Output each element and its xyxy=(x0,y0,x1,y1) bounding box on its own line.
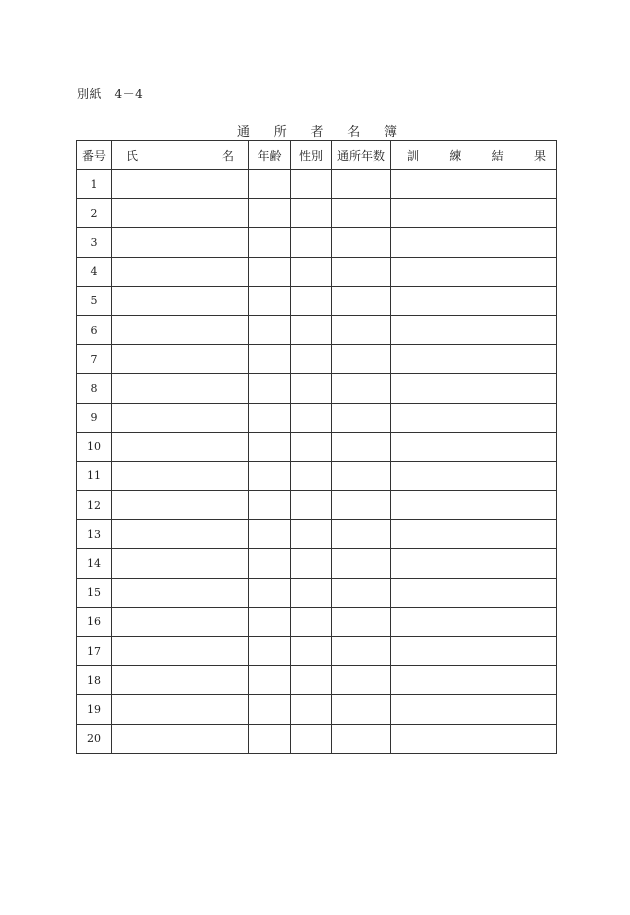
row-number: 14 xyxy=(77,549,112,578)
row-number: 6 xyxy=(77,315,112,344)
table-row xyxy=(77,257,557,286)
result-cell[interactable] xyxy=(391,403,557,432)
result-cell[interactable] xyxy=(391,666,557,695)
sex-cell[interactable] xyxy=(291,520,332,549)
name-cell[interactable] xyxy=(112,170,249,199)
table-row xyxy=(77,578,557,607)
table-row xyxy=(77,228,557,257)
row-number: 18 xyxy=(77,666,112,695)
header-name-char: 氏 xyxy=(126,148,139,163)
table-row xyxy=(77,549,557,578)
sex-cell[interactable] xyxy=(291,315,332,344)
roster-body xyxy=(77,170,557,754)
sex-cell[interactable] xyxy=(291,199,332,228)
sex-cell[interactable] xyxy=(291,170,332,199)
roster-table xyxy=(76,140,557,754)
result-cell[interactable] xyxy=(391,286,557,315)
age-cell[interactable] xyxy=(249,257,291,286)
result-cell[interactable] xyxy=(391,724,557,753)
result-cell[interactable] xyxy=(391,345,557,374)
years-cell[interactable] xyxy=(332,549,391,578)
table-row xyxy=(77,461,557,490)
years-cell[interactable] xyxy=(332,374,391,403)
title-char: 所 xyxy=(273,125,287,140)
age-cell[interactable] xyxy=(249,695,291,724)
header-result xyxy=(391,141,557,170)
age-cell[interactable] xyxy=(249,432,291,461)
result-cell[interactable] xyxy=(391,491,557,520)
result-cell[interactable] xyxy=(391,520,557,549)
row-number: 12 xyxy=(77,491,112,520)
name-cell[interactable] xyxy=(112,374,249,403)
years-cell[interactable] xyxy=(332,286,391,315)
sex-cell[interactable] xyxy=(291,578,332,607)
table-row xyxy=(77,374,557,403)
name-cell[interactable] xyxy=(112,578,249,607)
age-cell[interactable] xyxy=(249,637,291,666)
result-cell[interactable] xyxy=(391,637,557,666)
row-number: 15 xyxy=(77,578,112,607)
table-row xyxy=(77,724,557,753)
table-row xyxy=(77,491,557,520)
result-cell[interactable] xyxy=(391,578,557,607)
result-cell[interactable] xyxy=(391,170,557,199)
table-row xyxy=(77,199,557,228)
years-cell[interactable] xyxy=(332,199,391,228)
age-cell[interactable] xyxy=(249,549,291,578)
name-cell[interactable] xyxy=(112,637,249,666)
row-number: 5 xyxy=(77,286,112,315)
sex-cell[interactable] xyxy=(291,403,332,432)
table-row xyxy=(77,286,557,315)
table-row xyxy=(77,666,557,695)
sex-cell[interactable] xyxy=(291,695,332,724)
age-cell[interactable] xyxy=(249,199,291,228)
row-number: 4 xyxy=(77,257,112,286)
table-row xyxy=(77,520,557,549)
header-sex: 性別 xyxy=(291,141,332,170)
name-cell[interactable] xyxy=(112,199,249,228)
sex-cell[interactable] xyxy=(291,345,332,374)
result-cell[interactable] xyxy=(391,432,557,461)
header-result-char: 訓 xyxy=(407,148,420,163)
age-cell[interactable] xyxy=(249,520,291,549)
result-cell[interactable] xyxy=(391,315,557,344)
name-cell[interactable] xyxy=(112,228,249,257)
age-cell[interactable] xyxy=(249,374,291,403)
age-cell[interactable] xyxy=(249,345,291,374)
years-cell[interactable] xyxy=(332,345,391,374)
header-row xyxy=(77,141,557,170)
sex-cell[interactable] xyxy=(291,637,332,666)
title-char: 名 xyxy=(347,125,361,140)
row-number: 13 xyxy=(77,520,112,549)
years-cell[interactable] xyxy=(332,637,391,666)
name-cell[interactable] xyxy=(112,695,249,724)
result-cell[interactable] xyxy=(391,199,557,228)
age-cell[interactable] xyxy=(249,403,291,432)
name-cell[interactable] xyxy=(112,666,249,695)
name-cell[interactable] xyxy=(112,549,249,578)
table-row xyxy=(77,637,557,666)
name-cell[interactable] xyxy=(112,286,249,315)
years-cell[interactable] xyxy=(332,257,391,286)
header-name xyxy=(112,141,249,170)
table-row xyxy=(77,432,557,461)
age-cell[interactable] xyxy=(249,666,291,695)
result-cell[interactable] xyxy=(391,549,557,578)
title-char: 通 xyxy=(237,125,251,140)
age-cell[interactable] xyxy=(249,286,291,315)
table-row xyxy=(77,170,557,199)
document-label: 別紙 4－4 xyxy=(77,87,144,101)
table-row xyxy=(77,315,557,344)
row-number: 1 xyxy=(77,170,112,199)
row-number: 17 xyxy=(77,637,112,666)
row-number: 9 xyxy=(77,403,112,432)
name-cell[interactable] xyxy=(112,345,249,374)
row-number: 20 xyxy=(77,724,112,753)
years-cell[interactable] xyxy=(332,432,391,461)
title-char: 簿 xyxy=(383,125,397,140)
title-char: 者 xyxy=(310,125,324,140)
years-cell[interactable] xyxy=(332,666,391,695)
name-cell[interactable] xyxy=(112,724,249,753)
years-cell[interactable] xyxy=(332,491,391,520)
years-cell[interactable] xyxy=(332,403,391,432)
header-result-char: 結 xyxy=(491,148,504,163)
years-cell[interactable] xyxy=(332,228,391,257)
years-cell[interactable] xyxy=(332,578,391,607)
name-cell[interactable] xyxy=(112,520,249,549)
name-cell[interactable] xyxy=(112,432,249,461)
sex-cell[interactable] xyxy=(291,607,332,636)
row-number: 11 xyxy=(77,461,112,490)
table-row xyxy=(77,695,557,724)
header-age: 年齢 xyxy=(249,141,291,170)
sex-cell[interactable] xyxy=(291,549,332,578)
result-cell[interactable] xyxy=(391,257,557,286)
sex-cell[interactable] xyxy=(291,286,332,315)
years-cell[interactable] xyxy=(332,520,391,549)
name-cell[interactable] xyxy=(112,461,249,490)
age-cell[interactable] xyxy=(249,607,291,636)
name-cell[interactable] xyxy=(112,607,249,636)
row-number: 2 xyxy=(77,199,112,228)
sex-cell[interactable] xyxy=(291,374,332,403)
age-cell[interactable] xyxy=(249,578,291,607)
sex-cell[interactable] xyxy=(291,228,332,257)
result-cell[interactable] xyxy=(391,461,557,490)
sex-cell[interactable] xyxy=(291,724,332,753)
sex-cell[interactable] xyxy=(291,257,332,286)
row-number: 19 xyxy=(77,695,112,724)
years-cell[interactable] xyxy=(332,607,391,636)
name-cell[interactable] xyxy=(112,491,249,520)
result-cell[interactable] xyxy=(391,607,557,636)
age-cell[interactable] xyxy=(249,724,291,753)
table-row xyxy=(77,607,557,636)
name-cell[interactable] xyxy=(112,315,249,344)
years-cell[interactable] xyxy=(332,315,391,344)
row-number: 10 xyxy=(77,432,112,461)
row-number: 8 xyxy=(77,374,112,403)
name-cell[interactable] xyxy=(112,257,249,286)
years-cell[interactable] xyxy=(332,695,391,724)
sex-cell[interactable] xyxy=(291,491,332,520)
header-name-char: 名 xyxy=(221,148,234,163)
years-cell[interactable] xyxy=(332,724,391,753)
result-cell[interactable] xyxy=(391,374,557,403)
name-cell[interactable] xyxy=(112,403,249,432)
age-cell[interactable] xyxy=(249,491,291,520)
age-cell[interactable] xyxy=(249,315,291,344)
years-cell[interactable] xyxy=(332,461,391,490)
result-cell[interactable] xyxy=(391,695,557,724)
header-result-char: 練 xyxy=(449,148,462,163)
table-row xyxy=(77,345,557,374)
header-result-char: 果 xyxy=(533,148,546,163)
document-title xyxy=(237,121,397,140)
years-cell[interactable] xyxy=(332,170,391,199)
table-row xyxy=(77,403,557,432)
age-cell[interactable] xyxy=(249,228,291,257)
sex-cell[interactable] xyxy=(291,666,332,695)
age-cell[interactable] xyxy=(249,170,291,199)
row-number: 3 xyxy=(77,228,112,257)
row-number: 7 xyxy=(77,345,112,374)
sex-cell[interactable] xyxy=(291,461,332,490)
header-number: 番号 xyxy=(77,141,112,170)
header-years: 通所年数 xyxy=(332,141,391,170)
row-number: 16 xyxy=(77,607,112,636)
sex-cell[interactable] xyxy=(291,432,332,461)
result-cell[interactable] xyxy=(391,228,557,257)
age-cell[interactable] xyxy=(249,461,291,490)
